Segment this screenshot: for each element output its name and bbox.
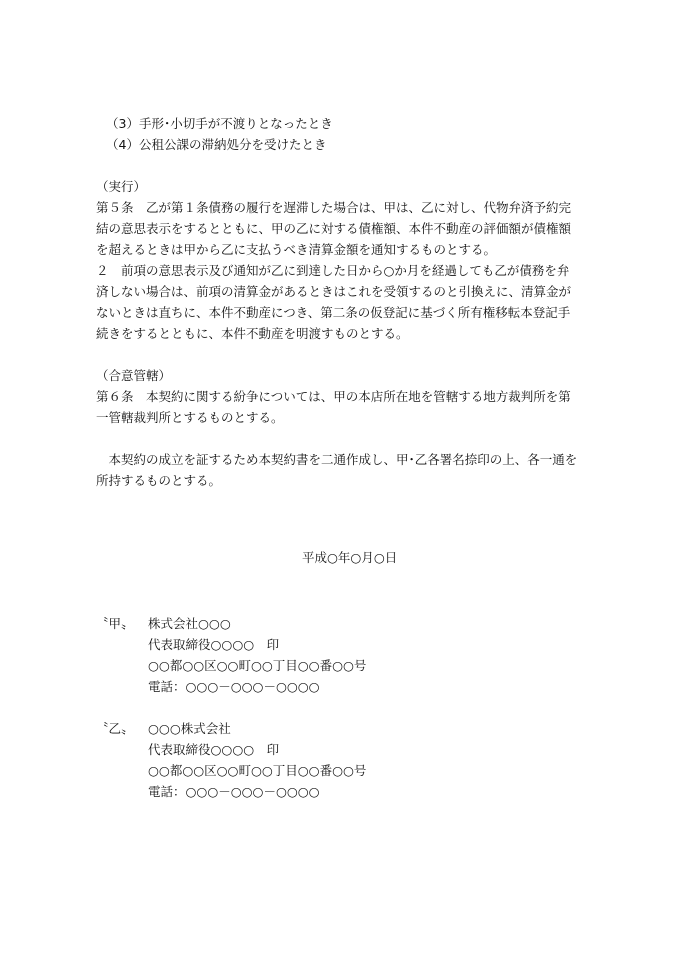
party-b-label: 〝乙〟 <box>96 721 134 736</box>
article6-line-2: 一管轄裁判所とするものとする。 <box>96 410 284 425</box>
article5-line-2: 結の意思表示をするとともに、甲の乙に対する債権額、本件不動産の評価額が債権額 <box>96 221 572 236</box>
article5-line-1: 第５条 乙が第１条債務の履行を遅滞した場合は、甲は、乙に対し、代物弁済予約完 <box>96 200 572 215</box>
party-a-address: ○○都○○区○○町○○丁目○○番○○号 <box>148 658 367 673</box>
party-a-phone: 電話：○○○－○○○－○○○○ <box>148 679 320 694</box>
article6-heading: （合意管轄） <box>96 368 172 383</box>
article5-line-6: ないときは直ちに、本件不動産につき、第二条の仮登記に基づく所有権移転本登記手 <box>96 305 571 320</box>
article5-line-5: 済しない場合は、前項の清算金があるときはこれを受領するのと引換えに、清算金が <box>96 284 572 299</box>
article5-line-3: を超えるときは甲から乙に支払うべき清算金額を通知するものとする。 <box>96 242 497 257</box>
party-a-label: 〝甲〟 <box>96 616 134 631</box>
party-b-company: ○○○株式会社 <box>148 721 231 736</box>
party-a-company: 株式会社○○○ <box>148 616 231 631</box>
party-a-representative: 代表取締役○○○○ 印 <box>148 637 280 652</box>
clause-item-4: （4）公租公課の滞納処分を受けたとき <box>106 137 327 152</box>
article5-heading: （実行） <box>96 179 147 194</box>
article5-line-4: ２ 前項の意思表示及び通知が乙に到達した日から○か月を経過しても乙が債務を弁 <box>96 263 570 278</box>
party-b-representative: 代表取締役○○○○ 印 <box>148 742 280 757</box>
party-b-phone: 電話：○○○－○○○－○○○○ <box>148 784 320 799</box>
article5-line-7: 続きをするとともに、本件不動産を明渡すものとする。 <box>96 326 409 341</box>
contract-date: 平成○年○月○日 <box>302 550 398 565</box>
closing-line-2: 所持するものとする。 <box>96 473 222 488</box>
clause-item-3: （3）手形･小切手が不渡りとなったとき <box>106 116 333 131</box>
closing-line-1: 本契約の成立を証するため本契約書を二通作成し、甲･乙各署名捺印の上、各一通を <box>96 452 578 467</box>
party-b-address: ○○都○○区○○町○○丁目○○番○○号 <box>148 763 367 778</box>
article6-line-1: 第６条 本契約に関する紛争については、甲の本店所在地を管轄する地方裁判所を第 <box>96 389 571 404</box>
